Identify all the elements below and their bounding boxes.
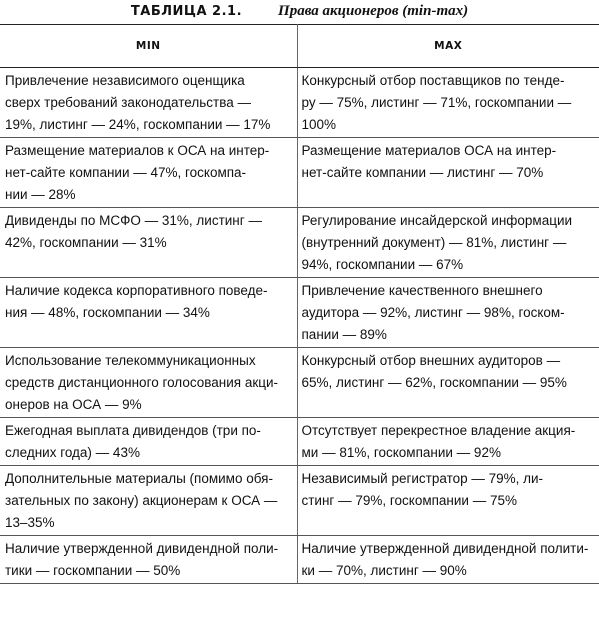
table-row <box>0 418 599 466</box>
table-row <box>0 138 599 208</box>
cell-text-line: нет-сайте компании — листинг — 70% <box>301 165 544 180</box>
table-row <box>0 536 599 584</box>
table-row <box>0 278 599 348</box>
table-cell-max <box>297 418 599 466</box>
cell-text-line: Привлечение качественного внешнего <box>301 283 543 298</box>
cell-text-line: Независимый регистратор — 79%, ли- <box>301 471 544 486</box>
cell-text-line: Ежегодная выплата дивидендов (три по- <box>5 423 261 438</box>
cell-text-line: сверх требований законодательства — <box>5 95 251 110</box>
table-row <box>0 466 599 536</box>
table-number: ТАБЛИЦА 2.1. <box>130 4 243 19</box>
column-header-max: MAX <box>297 25 599 68</box>
column-header-min: MIN <box>0 25 297 68</box>
cell-text-line: стинг — 79%, госкомпании — 75% <box>301 493 517 508</box>
cell-text-line: 42%, госкомпании — 31% <box>5 235 167 250</box>
table-cell-max <box>297 278 599 348</box>
cell-text-line: пании — 89% <box>301 327 387 342</box>
cell-text-line: Размещение материалов к ОСА на интер- <box>5 143 270 158</box>
cell-text-line: зательных по закону) акционерам к ОСА — <box>5 493 278 508</box>
cell-text-line: Конкурсный отбор поставщиков по тенде- <box>301 73 565 88</box>
cell-text-line: Размещение материалов ОСА на интер- <box>301 143 557 158</box>
cell-text-line: нии — 28% <box>5 187 76 202</box>
table-cell-min <box>0 68 297 138</box>
cell-text-line: Использование телекоммуникационных <box>5 353 256 368</box>
table-cell-min <box>0 208 297 278</box>
table-body <box>0 68 599 584</box>
cell-text-line: Дивиденды по МСФО — 31%, листинг — <box>5 213 262 228</box>
cell-text-line: тики — госкомпании — 50% <box>5 563 181 578</box>
cell-text-line: нет-сайте компании — 47%, госкомпа- <box>5 165 247 180</box>
cell-text-line: 94%, госкомпании — 67% <box>301 257 464 272</box>
cell-text-line: Дополнительные материалы (помимо обя- <box>5 471 273 486</box>
table-row <box>0 68 599 138</box>
cell-text-line: (внутренний документ) — 81%, листинг — <box>301 235 567 250</box>
table-cell-min <box>0 536 297 584</box>
cell-text-line: ми — 81%, госкомпании — 92% <box>301 445 501 460</box>
cell-text-line: Наличие утвержденной дивидендной полити- <box>301 541 589 556</box>
cell-text-line: 100% <box>301 117 337 132</box>
table-caption <box>0 0 599 24</box>
cell-text-line: Отсутствует перекрестное владение акция- <box>301 423 576 438</box>
cell-text-line: аудитора — 92%, листинг — 98%, госком- <box>301 305 565 320</box>
cell-text-line: средств дистанционного голосования акци- <box>5 375 279 390</box>
cell-text-line: Конкурсный отбор внешних аудиторов — <box>301 353 561 368</box>
table-cell-max <box>297 536 599 584</box>
table-cell-max <box>297 68 599 138</box>
table-title: Права акционеров (min-max) <box>278 3 469 19</box>
table-cell-min <box>0 418 297 466</box>
cell-text-line: 13–35% <box>5 515 55 530</box>
table-row <box>0 348 599 418</box>
table-cell-min <box>0 278 297 348</box>
cell-text-line: ния — 48%, госкомпании — 34% <box>5 305 210 320</box>
cell-text-line: следних года) — 43% <box>5 445 140 460</box>
shareholder-rights-table <box>0 24 599 584</box>
table-cell-max <box>297 138 599 208</box>
cell-text-line: ки — 70%, листинг — 90% <box>301 563 467 578</box>
table-row <box>0 208 599 278</box>
cell-text-line: Привлечение независимого оценщика <box>5 73 245 88</box>
table-cell-min <box>0 466 297 536</box>
cell-text-line: Наличие кодекса корпоративного поведе- <box>5 283 268 298</box>
cell-text-line: Наличие утвержденной дивидендной поли- <box>5 541 279 556</box>
cell-text-line: онеров на ОСА — 9% <box>5 397 142 412</box>
table-header-row <box>0 25 599 68</box>
cell-text-line: ру — 75%, листинг — 71%, госкомпании — <box>301 95 572 110</box>
cell-text-line: 65%, листинг — 62%, госкомпании — 95% <box>301 375 567 390</box>
table-cell-max <box>297 466 599 536</box>
table-cell-min <box>0 138 297 208</box>
table-cell-min <box>0 348 297 418</box>
table-cell-max <box>297 348 599 418</box>
table-cell-max <box>297 208 599 278</box>
cell-text-line: Регулирование инсайдерской информации <box>301 213 573 228</box>
cell-text-line: 19%, листинг — 24%, госкомпании — 17% <box>5 117 271 132</box>
